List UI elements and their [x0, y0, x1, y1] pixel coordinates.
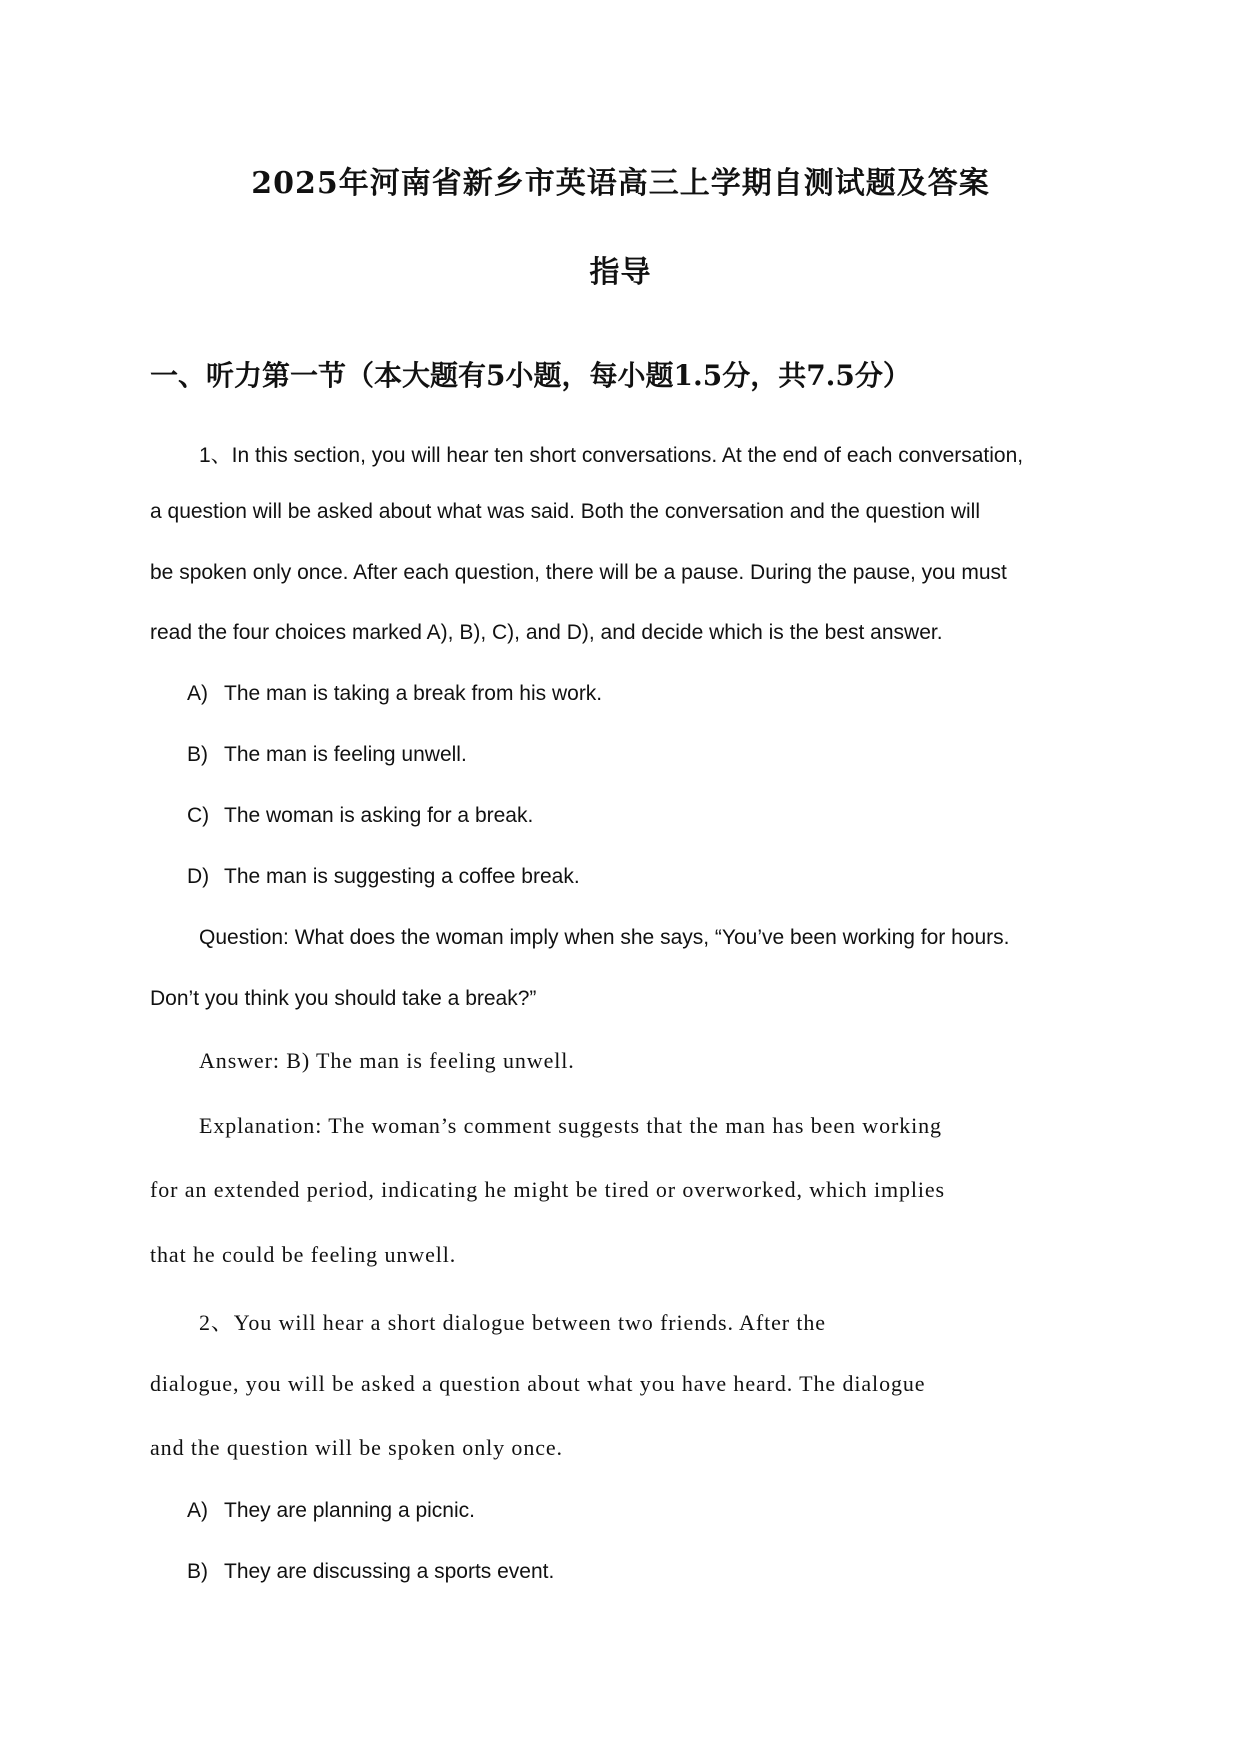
- option-text: They are planning a picnic.: [224, 1499, 475, 1522]
- document-title: 2025年河南省新乡市英语高三上学期自测试题及答案: [251, 166, 990, 201]
- q1-instruction-line: be spoken only once. After each question, there will be a pause. During the pause, you must: [150, 561, 1007, 584]
- q2-instruction-line: dialogue, you will be asked a question about what you have heard. The dialogue: [150, 1371, 926, 1396]
- option-letter: B): [187, 1560, 208, 1583]
- option-text: The man is feeling unwell.: [224, 743, 467, 766]
- q1-question-line: Don’t you think you should take a break?”: [150, 987, 537, 1010]
- section-heading: 一、听力第一节（本大题有5小题，每小题1.5分，共7.5分）: [150, 359, 911, 392]
- q1-answer: Answer: B) The man is feeling unwell.: [199, 1048, 575, 1073]
- q2-instruction-line: and the question will be spoken only once.: [150, 1435, 563, 1460]
- q1-explanation-line: for an extended period, indicating he might be tired or overworked, which implies: [150, 1177, 946, 1202]
- q1-explanation-line: Explanation: The woman’s comment suggests that the man has been working: [199, 1113, 942, 1138]
- option-letter: B): [187, 743, 208, 766]
- option-letter: C): [187, 804, 210, 827]
- option-text: The woman is asking for a break.: [224, 804, 534, 827]
- q1-question-line: Question: What does the woman imply when she says, “You’ve been working for hours.: [199, 926, 1010, 949]
- option-letter: A): [187, 1499, 208, 1522]
- option-text: They are discussing a sports event.: [224, 1560, 555, 1583]
- document-title-continued: 指导: [589, 255, 652, 290]
- option-text: The man is suggesting a coffee break.: [224, 865, 580, 888]
- option-letter: A): [187, 682, 208, 705]
- q1-instruction-line: a question will be asked about what was said. Both the conversation and the question will: [150, 500, 981, 523]
- option-letter: D): [187, 865, 210, 888]
- option-text: The man is taking a break from his work.: [224, 682, 603, 705]
- q2-instruction-line: 2、You will hear a short dialogue between two friends. After the: [199, 1310, 826, 1335]
- q1-instruction-line: read the four choices marked A), B), C), and D), and decide which is the best answer.: [150, 621, 943, 644]
- q1-instruction-line: 1、In this section, you will hear ten short conversations. At the end of each conversation,: [199, 444, 1024, 467]
- q1-explanation-line: that he could be feeling unwell.: [150, 1242, 457, 1267]
